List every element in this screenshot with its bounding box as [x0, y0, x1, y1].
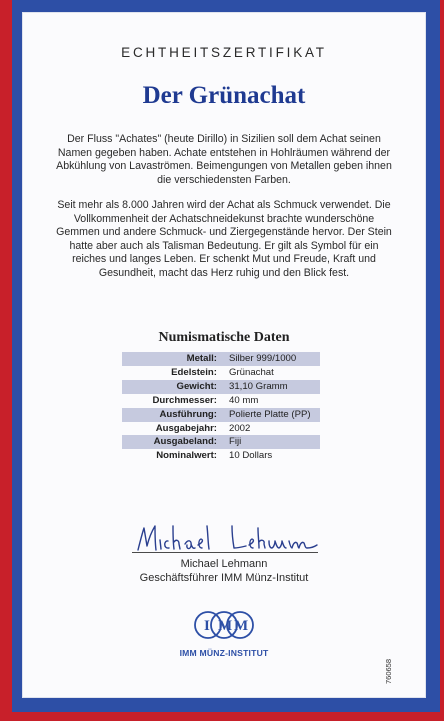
certificate-paper — [22, 12, 426, 698]
row-label: Ausgabejahr: — [155, 422, 217, 434]
row-value: Silber 999/1000 — [223, 352, 320, 366]
row-label: Ausgabeland: — [122, 435, 223, 449]
table-row — [122, 394, 320, 408]
row-value: Grünachat — [229, 366, 274, 378]
row-label: Durchmesser: — [152, 394, 217, 406]
certificate-heading: ECHTHEITSZERTIFIKAT — [121, 45, 327, 60]
table-row — [122, 408, 320, 422]
numismatic-data-table — [122, 352, 320, 463]
row-value: Polierte Platte (PP) — [223, 408, 320, 422]
handwritten-signature — [132, 520, 318, 556]
row-label: Gewicht: — [122, 380, 223, 394]
table-row — [122, 422, 320, 436]
certificate-title: Der Grünachat — [142, 82, 306, 109]
row-value: 31,10 Gramm — [223, 380, 320, 394]
table-row — [122, 380, 320, 394]
row-label: Ausführung: — [122, 408, 223, 422]
description-paragraph-1: Der Fluss "Achates" (heute Dirillo) in Sizilien soll dem Achat seinen Namen gegeben haben. Achate entstehen in Hohlräumen während der Abkühlung von Lavaströmen. Beimengungen von Metallen geben ihnen die verschiedensten Farben. — [56, 133, 392, 186]
row-value: 10 Dollars — [229, 450, 273, 462]
numismatic-data-title: Numismatische Daten — [158, 330, 290, 345]
signer-name: Michael Lehmann — [180, 558, 268, 570]
row-label: Nominalwert: — [156, 450, 217, 462]
signature-line — [132, 552, 318, 553]
table-row — [122, 366, 320, 380]
signer-role: Geschäftsführer IMM Münz-Institut — [139, 572, 309, 584]
logo-text: IMM MÜNZ-INSTITUT — [179, 648, 269, 658]
serial-number: 760658 — [384, 658, 393, 684]
row-value: 40 mm — [229, 394, 259, 406]
svg-text:M: M — [218, 618, 233, 634]
description-paragraph-2: Seit mehr als 8.000 Jahren wird der Achat als Schmuck verwendet. Die Vollkommenheit der Achatschneidekunst brachte wunderschöne Gemmen und andere Schmuck- und Ziergegenstände hervor. Der Stein hatte aber auch als Talisman Bedeutung. Er gilt als Symbol für ein reiches und langes Leben. Er schenkt Mut und Freude, Kraft und Gesundheit, macht das Herz ruhig und den Blick fest. — [56, 199, 392, 279]
svg-text:I: I — [204, 618, 210, 634]
table-row — [122, 449, 320, 463]
table-row — [122, 352, 320, 366]
svg-text:M: M — [234, 618, 249, 634]
row-label: Metall: — [122, 352, 223, 366]
row-label: Edelstein: — [171, 366, 217, 378]
table-row — [122, 435, 320, 449]
row-value: Fiji — [223, 435, 320, 449]
row-value: 2002 — [229, 422, 251, 434]
imm-logo-icon — [190, 608, 258, 644]
